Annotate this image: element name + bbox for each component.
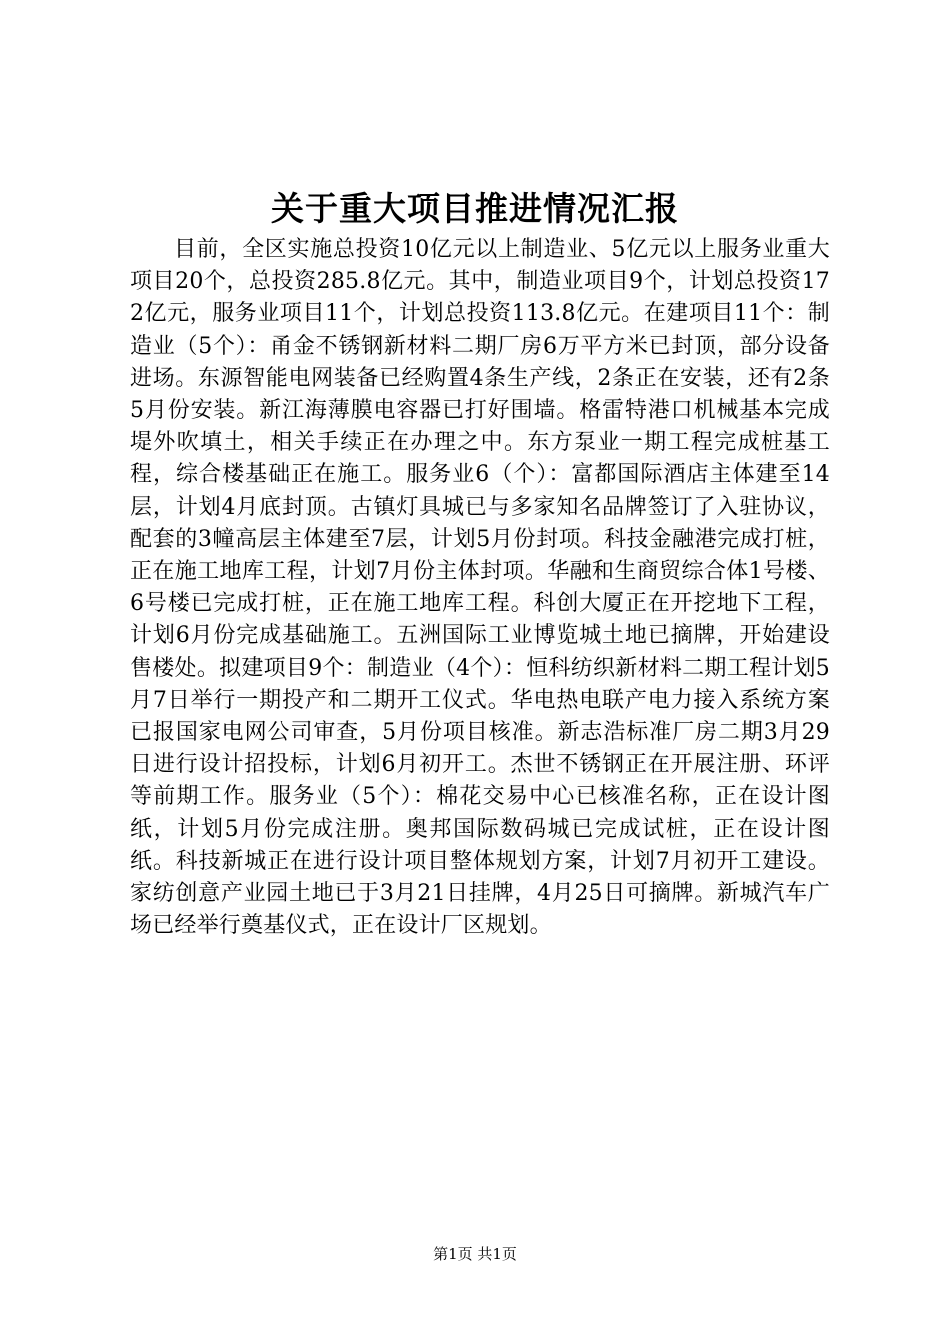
page-number-footer: 第1页 共1页	[433, 1245, 517, 1263]
document-title: 关于重大项目推进情况汇报	[271, 189, 679, 228]
document-body-paragraph: 目前，全区实施总投资10亿元以上制造业、5亿元以上服务业重大项目20个，总投资285.8亿元。其中，制造业项目9个，计划总投资172亿元，服务业项目11个，计划总投资113.8亿元。在建项目11个：制造业（5个）：甬金不锈钢新材料二期厂房6万平方米已封顶，部分设备进场。东源智能电网装备已经购置4条生产线，2条正在安装，还有2条5月份安装。新江海薄膜电容器已打好围墙。格雷特港口机械基本完成堤外吹填土，相关手续正在办理之中。东方泵业一期工程完成桩基工程，综合楼基础正在施工。服务业6（个）：富都国际酒店主体建至14层，计划4月底封顶。古镇灯具城已与多家知名品牌签订了入驻协议，配套的3幢高层主体建至7层，计划5月份封项。科技金融港完成打桩，正在施工地库工程，计划7月份主体封项。华融和生商贸综合体1号楼、6号楼已完成打桩，正在施工地库工程。科创大厦正在开挖地下工程，计划6月份完成基础施工。五洲国际工业博览城土地已摘牌，开始建设售楼处。拟建项目9个：制造业（4个）：恒科纺织新材料二期工程计划5月7日举行一期投产和二期开工仪式。华电热电联产电力接入系统方案已报国家电网公司审查，5月份项目核准。新志浩标准厂房二期3月29日进行设计招投标，计划6月初开工。杰世不锈钢正在开展注册、环评等前期工作。服务业（5个）：棉花交易中心已核准名称，正在设计图纸，计划5月份完成注册。奥邦国际数码城已完成试桩，正在设计图纸。科技新城正在进行设计项目整体规划方案，计划7月初开工建设。家纺创意产业园土地已于3月21日挂牌，4月25日可摘牌。新城汽车广场已经举行奠基仪式，正在设计厂区规划。	[130, 237, 830, 939]
